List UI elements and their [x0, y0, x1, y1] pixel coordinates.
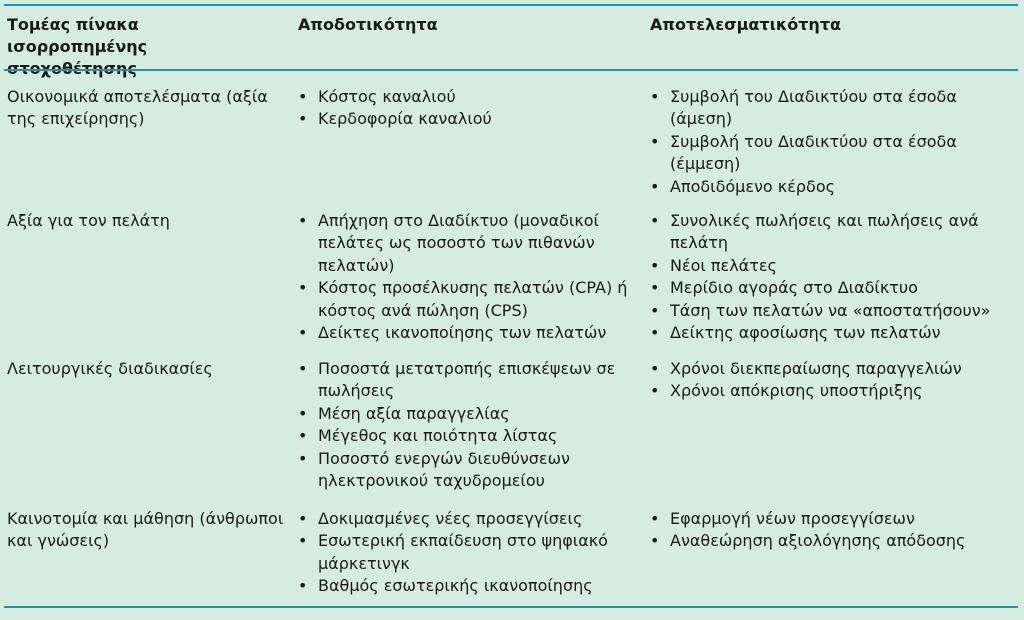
- bullet-icon: •: [650, 255, 660, 275]
- list-item: • Ποσοστά μετατροπής επισκέψεων σε πωλήσεις: [298, 359, 616, 401]
- bullet-icon: •: [650, 176, 660, 196]
- list-item: • Εσωτερική εκπαίδευση στο ψηφιακό μάρκετινγκ: [298, 531, 608, 573]
- bullet-icon: •: [650, 131, 660, 151]
- bullet-icon: •: [650, 211, 660, 230]
- efficiency-cell: [298, 86, 633, 131]
- bullet-icon: •: [298, 323, 308, 343]
- bullet-icon: •: [650, 509, 660, 528]
- header-area: Τομέας πίνακα ισορροπημένης: [7, 15, 148, 56]
- bullet-icon: •: [650, 87, 660, 106]
- bullet-icon: •: [298, 531, 308, 551]
- row-area: Καινοτομία και μάθηση (άνθρωποι και γνώσεις): [7, 509, 284, 551]
- row-area: Αξία για τον πελάτη: [7, 211, 170, 230]
- bullet-icon: •: [650, 278, 660, 298]
- list-item: • Βαθμός εσωτερικής ικανοποίησης: [298, 575, 633, 597]
- effectiveness-cell: [650, 508, 1000, 553]
- list-item: • Απήχηση στο Διαδίκτυο (μοναδικοί πελάτες ως ποσοστό των πιθανών πελατών): [298, 211, 599, 275]
- bullet-icon: •: [650, 359, 660, 378]
- list-item: • Δοκιμασμένες νέες προσεγγίσεις: [298, 508, 633, 530]
- list-item: • Νέοι πελάτες: [650, 255, 1000, 277]
- bullet-icon: •: [298, 359, 308, 378]
- list-item: • Συμβολή του Διαδικτύου στα έσοδα (έμμεση): [650, 131, 957, 174]
- table-top-rule: [4, 4, 1018, 6]
- list-item: • Μέγεθος και ποιότητα λίστας: [298, 425, 633, 447]
- list-item: • Συνολικές πωλήσεις και πωλήσεις ανά πελάτη: [650, 211, 979, 253]
- list-item: • Δείκτες ικανοποίησης των πελατών: [298, 322, 633, 344]
- bullet-icon: •: [298, 509, 308, 528]
- list-item: • Κερδοφορία καναλιού: [298, 108, 633, 130]
- effectiveness-cell: [650, 210, 1000, 344]
- bullet-icon: •: [650, 531, 660, 551]
- effectiveness-cell: [650, 358, 1000, 403]
- efficiency-cell: [298, 210, 633, 344]
- header-efficiency: Αποδοτικότητα: [298, 15, 438, 34]
- list-item: • Ποσοστό ενεργών διευθύνσεων ηλεκτρονικού ταχυδρομείου: [298, 448, 570, 491]
- list-item: • Χρόνοι απόκρισης υποστήριξης: [650, 380, 1000, 402]
- row-area: Οικονομικά αποτελέσματα (αξία της επιχείρησης): [7, 87, 268, 129]
- list-item: • Αναθεώρηση αξιολόγησης απόδοσης: [650, 530, 1000, 552]
- list-item: • Μερίδιο αγοράς στο Διαδίκτυο: [650, 277, 1000, 299]
- list-item: • Αποδιδόμενο κέρδος: [650, 176, 1000, 198]
- bullet-icon: •: [650, 300, 660, 320]
- list-item: • Συμβολή του Διαδικτύου στα έσοδα (άμεση): [650, 87, 957, 129]
- list-item: • Μέση αξία παραγγελίας: [298, 403, 633, 425]
- bullet-icon: •: [298, 426, 308, 446]
- bullet-icon: •: [298, 576, 308, 596]
- list-item: • Δείκτης αφοσίωσης των πελατών: [650, 322, 1000, 344]
- list-item: • Εφαρμογή νέων προσεγγίσεων: [650, 508, 1000, 530]
- bullet-icon: •: [650, 323, 660, 343]
- efficiency-cell: [298, 508, 633, 598]
- bullet-icon: •: [650, 381, 660, 401]
- bullet-icon: •: [298, 278, 308, 298]
- list-item: • Κόστος καναλιού: [298, 86, 633, 108]
- list-item: • Κόστος προσέλκυσης πελατών (CPA) ή κόστος ανά πώληση (CPS): [298, 278, 628, 320]
- efficiency-cell: [298, 358, 633, 492]
- effectiveness-cell: [650, 86, 1000, 198]
- list-item: • Χρόνοι διεκπεραίωσης παραγγελιών: [650, 358, 1000, 380]
- header-rule: [4, 69, 1018, 71]
- list-item: • Τάση των πελατών να «αποστατήσουν»: [650, 300, 1000, 322]
- row-area: Λειτουργικές διαδικασίες: [7, 359, 213, 378]
- bullet-icon: •: [298, 403, 308, 423]
- table-bottom-rule: [4, 606, 1018, 608]
- header-effectiveness: Αποτελεσματικότητα: [650, 15, 842, 34]
- bullet-icon: •: [298, 211, 308, 230]
- bullet-icon: •: [298, 87, 308, 106]
- bullet-icon: •: [298, 109, 308, 129]
- bullet-icon: •: [298, 448, 308, 468]
